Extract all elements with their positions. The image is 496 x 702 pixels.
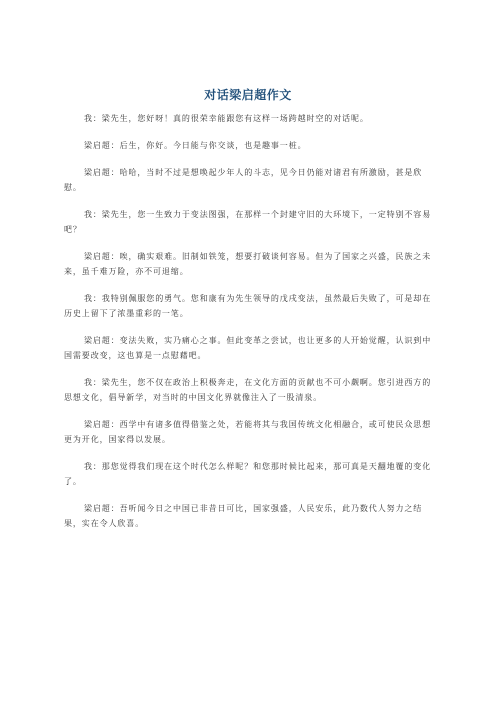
document-title: 对话梁启超作文 [204, 88, 292, 102]
document-body [64, 111, 436, 543]
paragraph: 梁启超：哈哈，当时不过是想唤起少年人的斗志，见今日仍能对诸君有所激励，甚是欣慰。 [64, 168, 423, 192]
paragraph: 梁启超：后生，你好。今日能与你交谈，也是趣事一桩。 [84, 141, 307, 150]
paragraph: 我：梁先生，您不仅在政治上积极奔走，在文化方面的贡献也不可小觑啊。您引进西方的思想文化，倡导新学，对当时的中国文化界就像注入了一股清泉。 [64, 378, 432, 402]
paragraph: 梁启超：变法失败，实乃痛心之事。但此变革之尝试，也让更多的人开始觉醒，认识到中国需要改变，这也算是一点慰藉吧。 [64, 336, 432, 360]
paragraph: 梁启超：西学中有诸多值得借鉴之处，若能将其与我国传统文化相融合，或可使民众思想更为开化，国家得以发展。 [64, 420, 432, 444]
paragraph: 梁启超：唉，确实艰难。旧制如铁笼，想要打破谈何容易。但为了国家之兴盛，民族之未来，虽千难万险，亦不可退缩。 [64, 252, 432, 276]
paragraph: 我：梁先生，您好呀！真的很荣幸能跟您有这样一场跨越时空的对话呢。 [84, 114, 369, 123]
paragraph: 我：我特别佩服您的勇气。您和康有为先生领导的戊戌变法，虽然最后失败了，可是却在历史上留下了浓墨重彩的一笔。 [64, 294, 432, 318]
paragraph: 我：那您觉得我们现在这个时代怎么样呢？和您那时候比起来，那可真是天翻地覆的变化了。 [64, 462, 432, 486]
paragraph: 梁启超：吾听闻今日之中国已非昔日可比，国家强盛，人民安乐，此乃数代人努力之结果，实在令人欣喜。 [64, 504, 423, 528]
paragraph: 我：梁先生，您一生致力于变法图强，在那样一个封建守旧的大环境下，一定特别不容易吧？ [64, 210, 432, 234]
